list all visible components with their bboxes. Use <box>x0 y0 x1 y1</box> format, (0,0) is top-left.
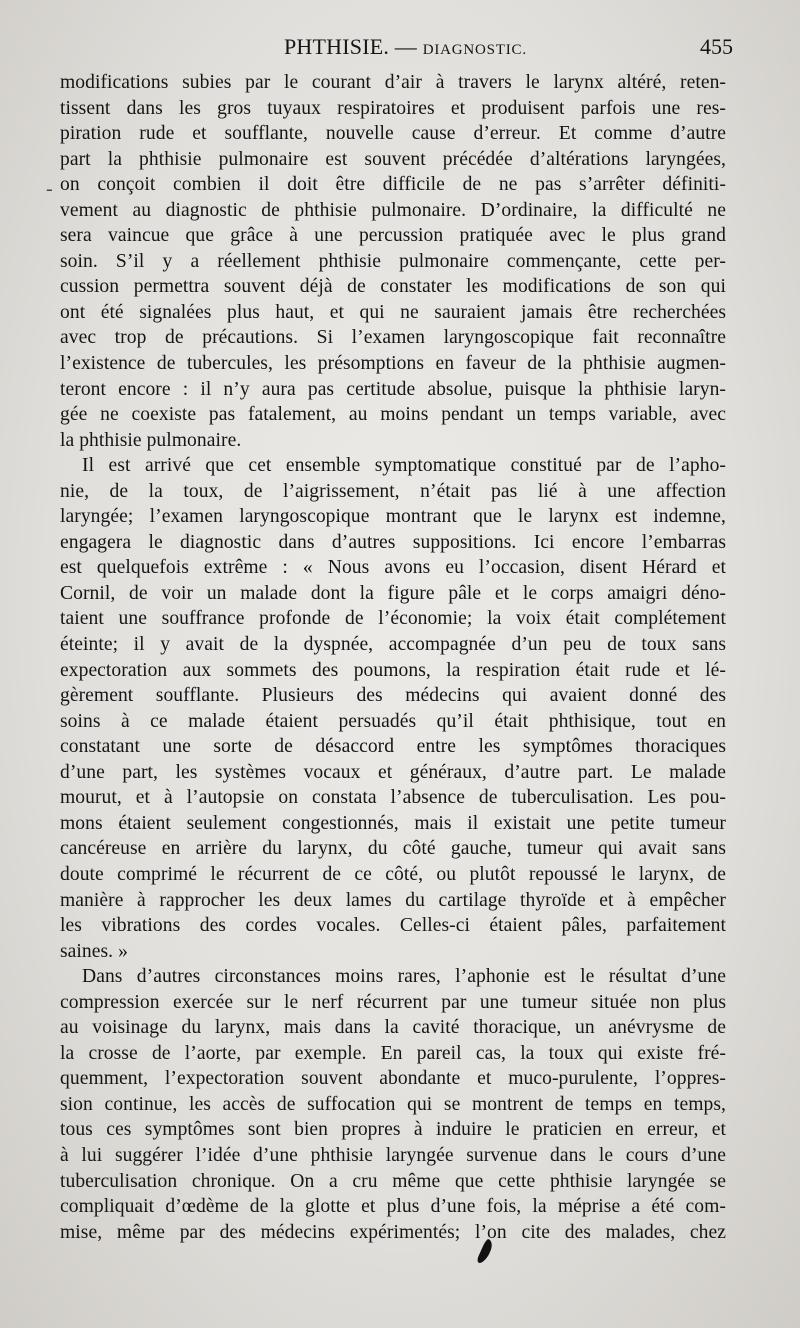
text-line: cussion permettra souvent déjà de constater les modifications de son qui <box>60 276 726 298</box>
text-line: laryngée; l’examen laryngoscopique montrant que le larynx est indemne, <box>60 506 726 528</box>
text-line: piration rude et soufflante, nouvelle cause d’erreur. Et comme d’autre <box>60 123 726 145</box>
text-line: tuberculisation chronique. On a cru même que cette phthisie laryngée se <box>60 1170 726 1192</box>
text-line: tous ces symptômes sont bien propres à induire le praticien en erreur, et <box>60 1119 726 1141</box>
text-line: quemment, l’expectoration souvent abondante et muco-purulente, l’oppres- <box>60 1068 726 1090</box>
text-line: d’une part, les systèmes vocaux et généraux, d’autre part. Le malade <box>60 761 726 783</box>
header-dash: — <box>394 34 417 59</box>
text-line: Dans d’autres circonstances moins rares, l’aphonie est le résultat d’une <box>82 966 726 988</box>
text-line: nie, de la toux, de l’aigrissement, n’était pas lié à une affection <box>60 480 726 502</box>
text-line: manière à rapprocher les deux lames du cartilage thyroïde et à empêcher <box>60 889 726 911</box>
text-line: doute comprimé le récurrent de ce côté, ou plutôt repoussé le larynx, de <box>60 863 726 885</box>
text-line: éteinte; il y avait de la dyspnée, accompagnée d’un peu de toux sans <box>60 634 726 656</box>
running-header <box>60 34 735 64</box>
ink-blot <box>476 1238 494 1264</box>
running-title <box>284 34 527 60</box>
text-line: mourut, et à l’autopsie on constata l’absence de tuberculisation. Les pou- <box>60 787 726 809</box>
text-line: la crosse de l’aorte, par exemple. En pareil cas, la toux qui existe fré- <box>60 1042 726 1064</box>
text-line: saines. » <box>60 940 128 962</box>
text-line: les vibrations des cordes vocales. Celles-ci étaient pâles, parfaitement <box>60 915 726 937</box>
text-line: avec trop de précautions. Si l’examen laryngoscopique fait reconnaître <box>60 327 726 349</box>
text-line: soins à ce malade étaient persuadés qu’il était phthisique, tout en <box>60 710 726 732</box>
text-line: sion continue, les accès de suffocation qui se montrent de temps en temps, <box>60 1093 726 1115</box>
text-line: est quelquefois extrême : « Nous avons eu l’occasion, disent Hérard et <box>60 557 726 579</box>
header-title: PHTHISIE. <box>284 34 390 59</box>
text-line: Cornil, de voir un malade dont la figure pâle et le corps amaigri déno- <box>60 582 726 604</box>
body-text <box>60 70 726 1245</box>
text-line: mons étaient seulement congestionnés, mais il existait une petite tumeur <box>60 812 726 834</box>
text-line: engagera le diagnostic dans d’autres suppositions. Ici encore l’embarras <box>60 531 726 553</box>
text-line: constatant une sorte de désaccord entre les symptômes thoraciques <box>60 736 726 758</box>
text-line: part la phthisie pulmonaire est souvent précédée d’altérations laryngées, <box>60 148 726 170</box>
margin-mark: - <box>46 178 53 200</box>
page-number: 455 <box>700 34 733 59</box>
text-line: la phthisie pulmonaire. <box>60 429 242 451</box>
text-line: cancéreuse en arrière du larynx, du côté gauche, tumeur qui avait sans <box>60 838 726 860</box>
text-line: compliquait d’œdème de la glotte et plus d’une fois, la méprise a été com- <box>60 1196 726 1218</box>
text-line: taient une souffrance profonde de l’économie; la voix était complétement <box>60 608 726 630</box>
text-line: au voisinage du larynx, mais dans la cavité thoracique, un anévrysme de <box>60 1017 726 1039</box>
text-line: gée ne coexiste pas fatalement, au moins pendant un temps variable, avec <box>60 404 726 426</box>
text-line: vement au diagnostic de phthisie pulmonaire. D’ordinaire, la difficulté ne <box>60 199 726 221</box>
text-line: mise, même par des médecins expérimentés; l’on cite des malades, chez <box>60 1221 726 1243</box>
text-line: gèrement soufflante. Plusieurs des médecins qui avaient donné des <box>60 685 726 707</box>
text-line: Il est arrivé que cet ensemble symptomatique constitué par de l’apho- <box>82 455 726 477</box>
text-line: soin. S’il y a réellement phthisie pulmonaire commençante, cette per- <box>60 250 726 272</box>
text-line: compression exercée sur le nerf récurrent par une tumeur située non plus <box>60 991 726 1013</box>
text-line: tissent dans les gros tuyaux respiratoires et produisent parfois une res- <box>60 97 726 119</box>
text-line: modifications subies par le courant d’air à travers le larynx altéré, reten- <box>60 72 726 93</box>
text-line: ont été signalées plus haut, et qui ne sauraient jamais être recherchées <box>60 301 726 323</box>
text-line: l’existence de tubercules, les présomptions en faveur de la phthisie augmen- <box>60 353 726 375</box>
text-line: sera vaincue que grâce à une percussion pratiquée avec le plus grand <box>60 225 726 247</box>
text-line: on conçoit combien il doit être difficile de ne pas s’arrêter définiti- <box>60 174 726 196</box>
header-subtitle: DIAGNOSTIC. <box>422 42 527 58</box>
text-line: teront encore : il n’y aura pas certitude absolue, puisque la phthisie laryn- <box>60 378 726 400</box>
text-line: expectoration aux sommets des poumons, la respiration était rude et lé- <box>60 659 726 681</box>
text-line: à lui suggérer l’idée d’une phthisie laryngée survenue dans le cours d’une <box>60 1144 726 1166</box>
